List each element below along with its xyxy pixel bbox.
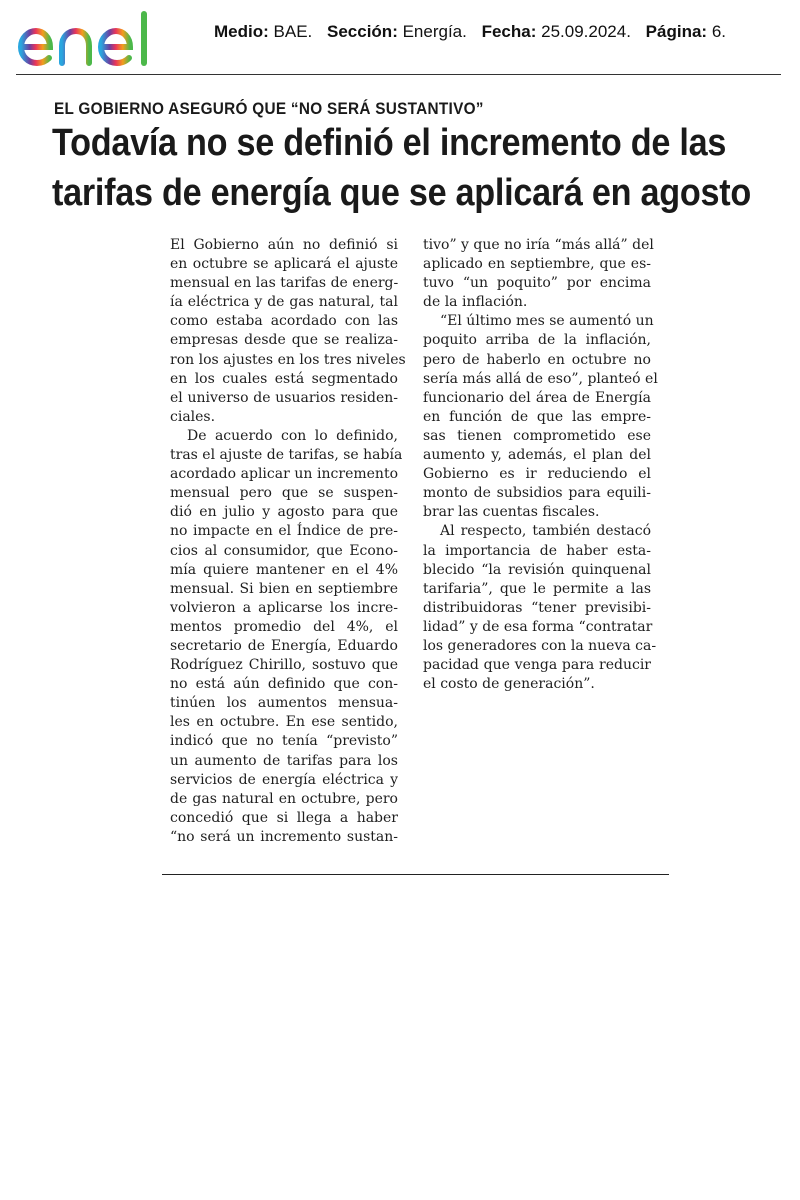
article-text-line: en los cuales está segmentado (170, 370, 398, 387)
article-end-divider (162, 874, 669, 875)
article-text-line: tras el ajuste de tarifas, se había (170, 447, 403, 464)
article-text-line: Al respecto, también destacó (440, 523, 651, 540)
article-text-line: los generadores con la nueva ca- (423, 637, 657, 654)
article-text-line: mía quiere mantener en el 4% (170, 561, 398, 578)
article-text-line: El Gobierno aún no definió si (170, 237, 398, 253)
article-text-line: monto de subsidios para equili- (423, 485, 651, 502)
article-text-line: empresas desde que se realiza- (170, 332, 398, 349)
article-text-line: pero de haberlo en octubre no (423, 351, 651, 368)
article-text-line: el costo de generación”. (423, 676, 595, 693)
article-text-line: acordado aplicar un incremento (170, 466, 398, 483)
article-text-line: mensual pero que se suspen- (170, 485, 398, 502)
article-text-line: no impacte en el Índice de pre- (170, 523, 398, 540)
article-text-line: Gobierno es ir reduciendo el (423, 466, 651, 483)
article-text-line: ron los ajustes en los tres niveles (170, 351, 406, 368)
seccion-value: Energía. (402, 22, 467, 41)
article-text-line: De acuerdo con lo definido, (187, 427, 398, 444)
fecha-label: Fecha: (481, 22, 537, 41)
article-text-line: el universo de usuarios residen- (170, 389, 398, 406)
article-text-line: volvieron a aplicarse los incre- (170, 599, 398, 616)
header-divider (16, 74, 781, 75)
article-text-line: la importancia de haber esta- (423, 542, 651, 559)
source-metadata (214, 22, 726, 42)
article-text-line: secretario de Energía, Eduardo (170, 637, 398, 654)
article-headline (52, 118, 751, 218)
article-text-line: tinúen los aumentos mensua- (170, 695, 398, 712)
article-column-left (170, 236, 406, 847)
article-text-line: servicios de energía eléctrica y (170, 771, 398, 788)
enel-logo (16, 10, 178, 68)
article-column-right (423, 236, 658, 694)
pagina-label: Página: (645, 22, 708, 41)
article-text-line: mensual. Si bien en septiembre (170, 580, 398, 597)
article-text-line: pacidad que venga para reducir (423, 657, 651, 674)
article-text-line: tarifaria”, que le permite a las (423, 580, 651, 597)
article-text-line: de gas natural en octubre, pero (170, 790, 398, 807)
article-text-line: funcionario del área de Energía (423, 389, 651, 406)
article-text-line: Rodríguez Chirillo, sostuvo que (170, 657, 398, 674)
medio-label: Medio: (214, 22, 269, 41)
article-text-line: poquito arriba de la inflación, (423, 332, 651, 349)
article-text-line: distribuidoras “tener previsibi- (423, 599, 651, 616)
article-text-line: un aumento de tarifas para los (170, 752, 398, 769)
article-text-line: mentos promedio del 4%, el (170, 618, 398, 635)
medio-value: BAE. (273, 22, 313, 41)
article-text-line: indicó que no tenía “previsto” (170, 733, 398, 750)
fecha-value: 25.09.2024. (541, 22, 631, 41)
article-text-line: mensual en las tarifas de energ- (170, 275, 399, 292)
article-text-line: lidad” y de esa forma “contratar (423, 618, 653, 635)
article-kicker: EL GOBIERNO ASEGURÓ QUE “NO SERÁ SUSTANTIVO” (54, 100, 484, 118)
article-text-line: “El último mes se aumentó un (440, 313, 654, 330)
article-text-line: ciales. (170, 408, 216, 425)
headline-line-1: Todavía no se definió el incremento de las (52, 122, 727, 164)
article-text-line: concedió que si llega a haber (170, 809, 398, 826)
article-text-line: tuvo “un poquito” por encima (423, 275, 651, 292)
article-text-line: tivo” y que no iría “más allá” del (423, 237, 654, 253)
seccion-label: Sección: (327, 22, 398, 41)
article-text-line: sería más allá de eso”, planteó el (423, 370, 658, 387)
article-text-line: en octubre se aplicará el ajuste (170, 256, 398, 273)
article-text-line: cios al consumidor, que Econo- (170, 542, 398, 559)
article-text-line: aumento y, además, el plan del (423, 447, 651, 464)
article-text-line: “no será un incremento sustan- (170, 828, 398, 845)
headline-line-2: tarifas de energía que se aplicará en agosto (52, 172, 751, 214)
article-text-line: no está aún definido que con- (170, 676, 398, 693)
article-text-line: aplicado en septiembre, que es- (423, 256, 651, 273)
article-text-line: sas tienen comprometido ese (423, 427, 651, 444)
article-text-line: brar las cuentas fiscales. (423, 504, 600, 521)
article-text-line: blecido “la revisión quinquenal (423, 561, 651, 578)
article-text-line: como estaba acordado con las (170, 313, 398, 330)
article-text-line: dió en julio y agosto para que (170, 504, 398, 521)
pagina-value: 6. (711, 22, 726, 41)
article-text-line: ía eléctrica y de gas natural, tal (170, 294, 398, 311)
article-text-line: de la inflación. (423, 294, 528, 311)
article-text-line: en función de que las empre- (423, 408, 651, 425)
article-text-line: les en octubre. En ese sentido, (170, 714, 398, 731)
